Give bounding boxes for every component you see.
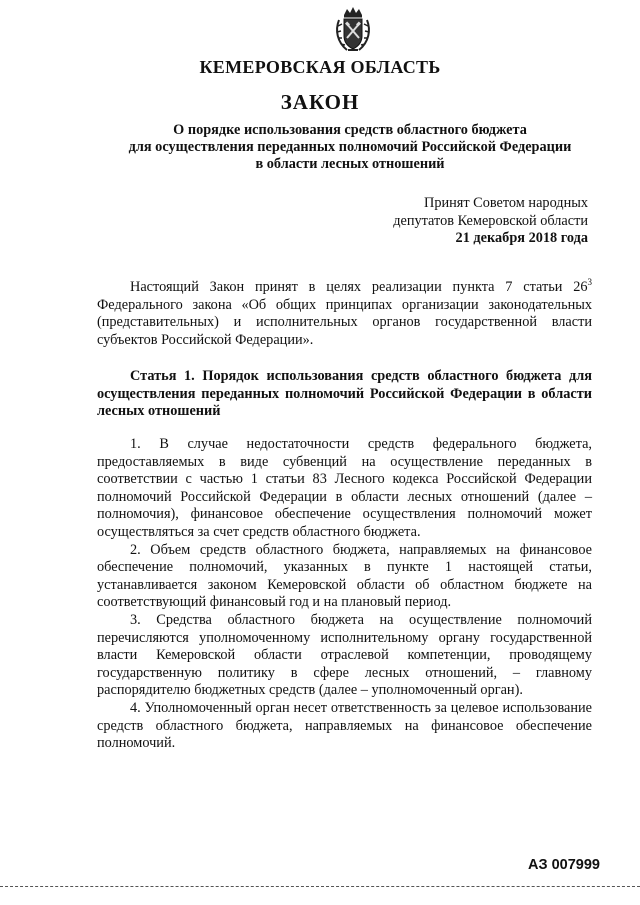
- article-body: [97, 436, 592, 753]
- preamble-superscript: 3: [587, 277, 592, 287]
- law-title: [60, 122, 640, 173]
- region-name: КЕМЕРОВСКАЯ ОБЛАСТЬ: [199, 57, 441, 77]
- article-paragraph: 2. Объем средств областного бюджета, направляемых на финансовое обеспечение полномочий, указанных в пункте 1 настоящей статьи, устанавливается законом Кемеровской области об областном бюджете на соответствующий финансовый год и на плановый период.: [97, 541, 592, 611]
- preamble-paragraph: [97, 279, 592, 349]
- article-heading: Статья 1. Порядок использования средств областного бюджета для осуществления переданных полномочий Российской Федерации в области лесных отношений: [97, 368, 592, 420]
- adoption-line: депутатов Кемеровской области: [393, 212, 588, 229]
- adoption-info: [393, 195, 588, 248]
- article-paragraph: 4. Уполномоченный орган несет ответственность за целевое использование средств областного бюджета, направляемых на финансовое обеспечение полномочий.: [97, 699, 592, 752]
- preamble-text-start: Настоящий Закон принят в целях реализации пункта 7 статьи 26: [130, 279, 588, 295]
- form-serial-number: АЗ 007999: [528, 857, 600, 873]
- article-paragraph: 1. В случае недостаточности средств федерального бюджета, предоставляемых в виде субвенций на осуществление переданных в соответствии с частью 1 статьи 83 Лесного кодекса Российской Федерации полномочий Российской Федерации в области лесных отношений (далее – полномочия), финансовое обеспечение осуществления полномочий может осуществляться за счет средств областного бюджета.: [97, 436, 592, 540]
- law-title-line: для осуществления переданных полномочий Российской Федерации: [128, 139, 572, 155]
- preamble-text-end: Федерального закона «Об общих принципах организации законодательных (представительных) и исполнительных органов государственной власти субъектов Российской Федерации».: [97, 296, 592, 348]
- law-title-line: О порядке использования средств областного бюджета: [173, 122, 527, 138]
- scan-edge-divider: [0, 886, 640, 887]
- law-title-line: в области лесных отношений: [255, 156, 445, 172]
- coat-of-arms-icon: [333, 6, 373, 56]
- preamble: [97, 279, 592, 349]
- article-paragraph: 3. Средства областного бюджета на осуществление полномочий перечисляются уполномоченному исполнительному органу государственной власти Кемеровской области отраслевой компетенции, проводящему государственную политику в сфере лесных отношений, – главному распорядителю бюджетных средств (далее – уполномоченный орган).: [97, 611, 592, 699]
- adoption-date: 21 декабря 2018 года: [455, 230, 588, 246]
- adoption-line: Принят Советом народных: [424, 195, 588, 211]
- document-type: ЗАКОН: [280, 90, 360, 114]
